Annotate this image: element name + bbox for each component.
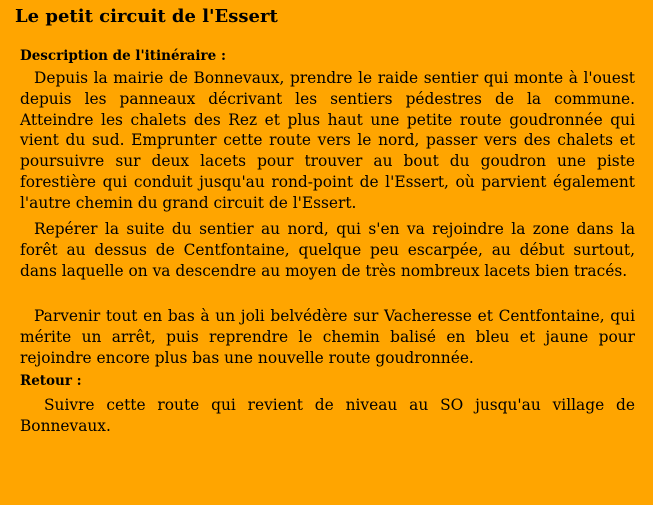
description-paragraph-3: Parvenir tout en bas à un joli belvédère sur Vacheresse et Centfontaine, qui mérite un arrêt, puis reprendre le chemin balisé en bleu et jaune pour rejoindre encore plus bas une nouvelle route goudronnée.: [20, 307, 635, 367]
description-heading: Description de l'itinéraire :: [20, 48, 226, 64]
description-paragraph-1: Depuis la mairie de Bonnevaux, prendre le raide sentier qui monte à l'ouest depuis les panneaux décrivant les sentiers pédestres de la commune. Atteindre les chalets des Rez et plus haut une petite route goudronnée qui vient du sud. Emprunter cette route vers le nord, passer vers des chalets et poursuivre sur deux lacets pour trouver au bout du goudron une piste forestière qui conduit jusqu'au rond-point de l'Essert, où parvient également l'autre chemin du grand circuit de l'Essert.: [20, 69, 635, 212]
retour-heading: Retour :: [20, 373, 82, 389]
page-title: Le petit circuit de l'Essert: [15, 6, 278, 27]
description-paragraph-2: Repérer la suite du sentier au nord, qui s'en va rejoindre la zone dans la forêt au dessus de Centfontaine, quelque peu escarpée, au début surtout, dans laquelle on va descendre au moyen de très nombreux lacets bien tracés.: [20, 220, 635, 280]
retour-paragraph: Suivre cette route qui revient de niveau au SO jusqu'au village de Bonnevaux.: [20, 396, 635, 435]
